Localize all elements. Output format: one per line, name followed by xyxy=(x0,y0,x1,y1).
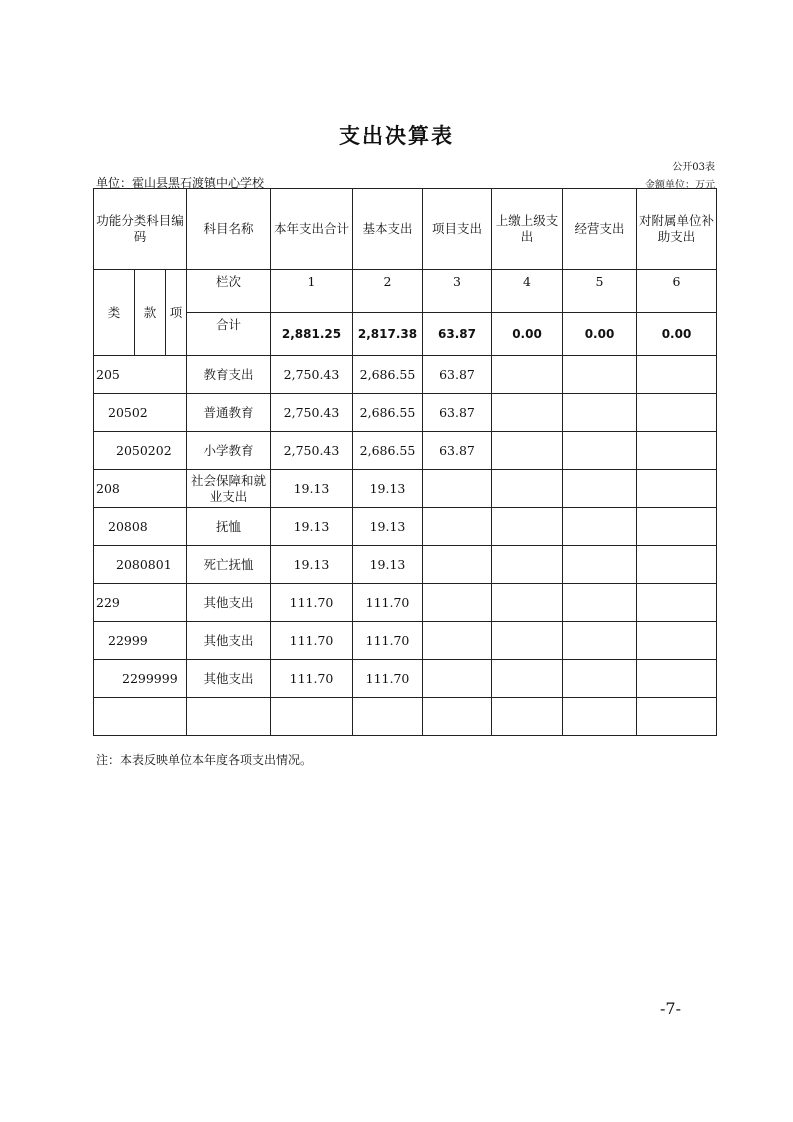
row-operating xyxy=(563,546,637,584)
table-row xyxy=(94,584,717,622)
row-project: 63.87 xyxy=(423,356,492,394)
unit-label: 单位：霍山县黑石渡镇中心学校 xyxy=(96,176,265,190)
row-total: 111.70 xyxy=(271,622,353,660)
row-code: 20502 xyxy=(94,394,187,432)
header-basic: 基本支出 xyxy=(353,189,423,270)
header-subsidiary: 对附属单位补助支出 xyxy=(637,189,717,270)
header-kuan: 款 xyxy=(135,270,166,356)
header-xiang: 项 xyxy=(166,270,187,356)
empty-cell xyxy=(423,698,492,736)
table-row xyxy=(94,432,717,470)
row-upper xyxy=(492,584,563,622)
row-project: 63.87 xyxy=(423,432,492,470)
empty-cell xyxy=(94,698,187,736)
row-operating xyxy=(563,622,637,660)
total-project: 63.87 xyxy=(423,313,492,356)
form-number: 公开03表 xyxy=(672,162,715,173)
header-upper: 上缴上级支出 xyxy=(492,189,563,270)
row-name: 其他支出 xyxy=(187,660,271,698)
row-basic: 111.70 xyxy=(353,660,423,698)
row-total: 19.13 xyxy=(271,508,353,546)
row-subsidiary xyxy=(637,584,717,622)
header-project: 项目支出 xyxy=(423,189,492,270)
row-project xyxy=(423,660,492,698)
table-row xyxy=(94,394,717,432)
total-upper: 0.00 xyxy=(492,313,563,356)
page-title: 支出决算表 xyxy=(339,124,454,148)
row-code: 20808 xyxy=(94,508,187,546)
empty-cell xyxy=(492,698,563,736)
total-total: 2,881.25 xyxy=(271,313,353,356)
table-row xyxy=(94,622,717,660)
row-basic: 19.13 xyxy=(353,546,423,584)
header-code-group: 功能分类科目编码 xyxy=(94,189,187,270)
row-name: 其他支出 xyxy=(187,622,271,660)
row-operating xyxy=(563,432,637,470)
empty-cell xyxy=(271,698,353,736)
table-row xyxy=(94,546,717,584)
row-code: 2080801 xyxy=(94,546,187,584)
row-upper xyxy=(492,660,563,698)
row-total: 19.13 xyxy=(271,470,353,508)
total-row xyxy=(94,313,717,356)
header-row xyxy=(94,189,717,270)
row-code: 229 xyxy=(94,584,187,622)
row-total: 2,750.43 xyxy=(271,432,353,470)
row-project xyxy=(423,622,492,660)
table-row xyxy=(94,660,717,698)
total-subsidiary: 0.00 xyxy=(637,313,717,356)
column-index-row xyxy=(94,270,717,313)
header-total: 本年支出合计 xyxy=(271,189,353,270)
header-lei: 类 xyxy=(94,270,135,356)
row-total: 2,750.43 xyxy=(271,356,353,394)
row-name: 普通教育 xyxy=(187,394,271,432)
row-operating xyxy=(563,660,637,698)
table-note: 注：本表反映单位本年度各项支出情况。 xyxy=(96,753,313,767)
total-basic: 2,817.38 xyxy=(353,313,423,356)
expenditure-table xyxy=(93,188,717,736)
row-project xyxy=(423,584,492,622)
row-code: 22999 xyxy=(94,622,187,660)
row-upper xyxy=(492,546,563,584)
total-label: 合计 xyxy=(187,313,271,356)
table-row xyxy=(94,356,717,394)
empty-cell xyxy=(353,698,423,736)
total-operating: 0.00 xyxy=(563,313,637,356)
row-total: 2,750.43 xyxy=(271,394,353,432)
row-code: 205 xyxy=(94,356,187,394)
header-operating: 经营支出 xyxy=(563,189,637,270)
row-upper xyxy=(492,356,563,394)
row-name: 教育支出 xyxy=(187,356,271,394)
row-subsidiary xyxy=(637,394,717,432)
row-basic: 2,686.55 xyxy=(353,432,423,470)
row-subsidiary xyxy=(637,622,717,660)
row-operating xyxy=(563,508,637,546)
header-name: 科目名称 xyxy=(187,189,271,270)
row-subsidiary xyxy=(637,432,717,470)
row-subsidiary xyxy=(637,546,717,584)
row-name: 死亡抚恤 xyxy=(187,546,271,584)
row-operating xyxy=(563,356,637,394)
table-row xyxy=(94,508,717,546)
row-operating xyxy=(563,584,637,622)
row-name: 小学教育 xyxy=(187,432,271,470)
empty-cell xyxy=(637,698,717,736)
row-basic: 19.13 xyxy=(353,470,423,508)
row-total: 111.70 xyxy=(271,660,353,698)
row-subsidiary xyxy=(637,508,717,546)
row-upper xyxy=(492,622,563,660)
row-name: 其他支出 xyxy=(187,584,271,622)
row-subsidiary xyxy=(637,356,717,394)
row-operating xyxy=(563,394,637,432)
col-index-5: 5 xyxy=(563,270,637,313)
col-index-3: 3 xyxy=(423,270,492,313)
row-operating xyxy=(563,470,637,508)
row-project xyxy=(423,470,492,508)
row-project: 63.87 xyxy=(423,394,492,432)
col-index-1: 1 xyxy=(271,270,353,313)
row-basic: 111.70 xyxy=(353,622,423,660)
page-number: -7- xyxy=(660,999,681,1018)
empty-cell xyxy=(563,698,637,736)
row-subsidiary xyxy=(637,470,717,508)
col-index-6: 6 xyxy=(637,270,717,313)
row-basic: 111.70 xyxy=(353,584,423,622)
row-upper xyxy=(492,432,563,470)
empty-row xyxy=(94,698,717,736)
row-code: 208 xyxy=(94,470,187,508)
row-project xyxy=(423,546,492,584)
col-index-4: 4 xyxy=(492,270,563,313)
row-upper xyxy=(492,470,563,508)
col-index-2: 2 xyxy=(353,270,423,313)
row-basic: 19.13 xyxy=(353,508,423,546)
row-basic: 2,686.55 xyxy=(353,394,423,432)
row-total: 19.13 xyxy=(271,546,353,584)
row-subsidiary xyxy=(637,660,717,698)
row-project xyxy=(423,508,492,546)
row-name: 社会保障和就业支出 xyxy=(187,470,271,508)
row-upper xyxy=(492,508,563,546)
row-total: 111.70 xyxy=(271,584,353,622)
empty-cell xyxy=(187,698,271,736)
row-code: 2050202 xyxy=(94,432,187,470)
amount-unit: 金额单位：万元 xyxy=(645,180,715,191)
row-code: 2299999 xyxy=(94,660,187,698)
row-upper xyxy=(492,394,563,432)
table-row xyxy=(94,470,717,508)
row-basic: 2,686.55 xyxy=(353,356,423,394)
row-name: 抚恤 xyxy=(187,508,271,546)
header-lanci: 栏次 xyxy=(187,270,271,313)
